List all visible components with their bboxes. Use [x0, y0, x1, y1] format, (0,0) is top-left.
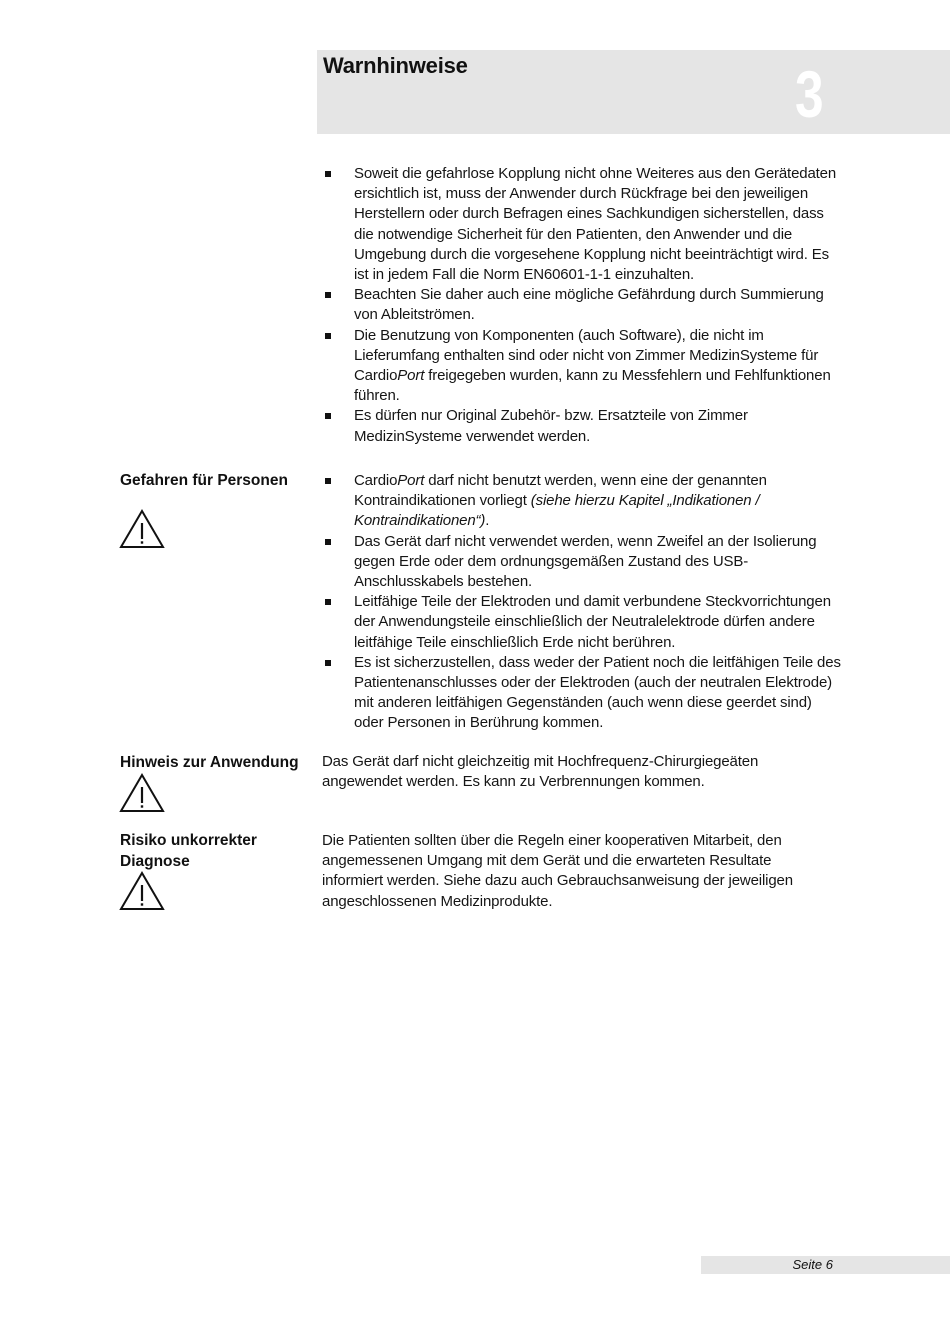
- section-label-diagnosis: Risiko unkorrekter Diagnose: [120, 832, 257, 870]
- section-label-persons: Gefahren für Personen: [120, 472, 288, 489]
- usage-paragraph: Das Gerät darf nicht gleichzeitig mit Hochfrequenz-Chirurgiegeäten angewendet werden. Es kann zu Verbrennungen kommen.: [322, 753, 759, 791]
- page-footer: [701, 1256, 950, 1274]
- list-item: Beachten Sie daher auch eine mögliche Gefährdung durch Summierung von Ableitströmen.: [322, 285, 842, 325]
- chapter-reference: (siehe hierzu Kapitel „Indikationen / Kontraindikationen“): [354, 492, 760, 530]
- page-number: Seite 6: [792, 1257, 833, 1272]
- warning-triangle-icon: [119, 871, 165, 911]
- page-title: Warnhinweise: [323, 53, 468, 78]
- chapter-header: [317, 50, 950, 134]
- chapter-number: 3: [795, 57, 824, 131]
- software-text: Die Benutzung von Komponenten (auch Software), die nicht im Lieferumfang enthalten sind oder nicht von Zimmer MedizinSysteme für Cardio: [354, 326, 819, 385]
- warning-triangle-icon: [119, 773, 165, 813]
- contraindication-text: darf nicht benutzt werden, wenn eine der genannten Kontraindikationen vorliegt: [354, 472, 767, 510]
- sentence-end: .: [485, 512, 490, 530]
- list-item: Soweit die gefahrlose Kopplung nicht ohne Weiteres aus den Gerätedaten ersichtlich ist, muss der Anwender durch Rückfrage bei den jeweiligen Herstellern oder durch Befragen eines Sachkundigen sicherstellen, dass die notwendige Sicherheit für den Patienten, den Anwender und die Umgebung durch die vorgesehene Kopplung nicht beeinträchtigt wird. Es ist in jedem Fall die Norm EN60601-1-1 einzuhalten.: [322, 164, 842, 285]
- warning-triangle-icon: [119, 509, 165, 549]
- list-item: Es dürfen nur Original Zubehör- bzw. Ersatzteile von Zimmer MedizinSysteme verwendet werden.: [322, 406, 842, 446]
- list-item: Es ist sicherzustellen, dass weder der Patient noch die leitfähigen Teile des Patientenanschlusses oder der Elektroden (auch der neutralen Elektrode) mit anderen leitfähigen Gegenständen (auch wenn diese geerdet sind) oder Personen in Berührung kommen.: [322, 653, 842, 734]
- list-item: Leitfähige Teile der Elektroden und damit verbundene Steckvorrichtungen der Anwendungsteile einschließlich der Neutralelektrode dürfen andere leitfähige Teile einschließlich Erde nicht berühren.: [322, 592, 842, 653]
- section-label-usage: Hinweis zur Anwendung: [120, 754, 299, 771]
- list-item: Das Gerät darf nicht verwendet werden, wenn Zweifel an der Isolierung gegen Erde oder dem ordnungsgemäßen Zustand des USB-Anschlusskabels bestehen.: [322, 532, 842, 593]
- product-name-italic: Port: [397, 472, 425, 489]
- intro-bullet-list: [322, 164, 842, 447]
- product-prefix: Cardio: [354, 472, 398, 489]
- software-text-end: freigegeben wurden, kann zu Messfehlern und Fehlfunktionen führen.: [354, 367, 831, 405]
- diagnosis-paragraph: Die Patienten sollten über die Regeln einer kooperativen Mitarbeit, den angemessenen Umgang mit dem Gerät und die erwarteten Resultate informiert werden. Siehe dazu auch Gebrauchsanweisung der jeweiligen angeschlossenen Medizinprodukte.: [322, 832, 793, 910]
- persons-bullet-list: [322, 471, 842, 734]
- list-item: [322, 326, 842, 407]
- list-item: [322, 471, 842, 532]
- product-name-italic: Port: [397, 367, 425, 385]
